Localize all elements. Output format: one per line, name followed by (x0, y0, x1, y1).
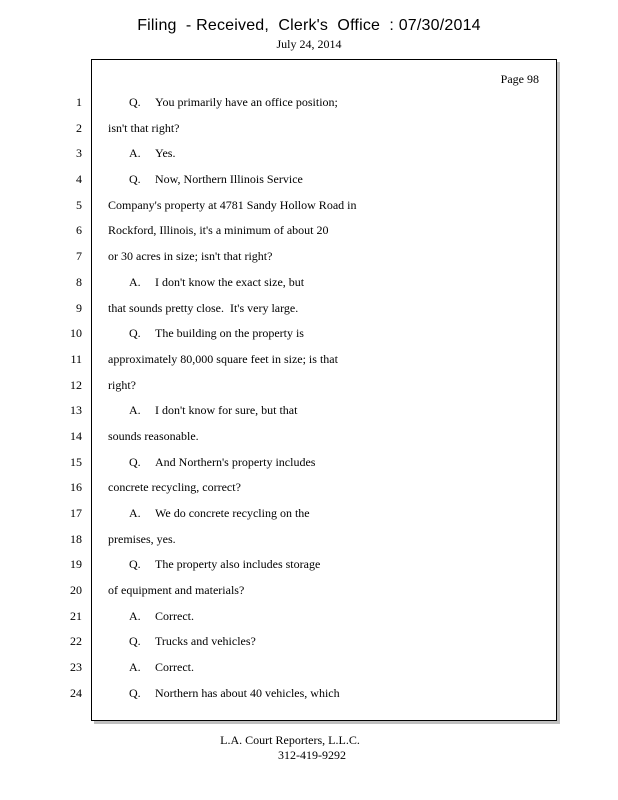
line-text: right? (108, 377, 136, 392)
line-number: 5 (76, 197, 82, 212)
transcript-line (108, 478, 548, 504)
line-number: 16 (70, 480, 82, 495)
transcript-line (108, 581, 548, 607)
line-text: concrete recycling, correct? (108, 480, 241, 495)
line-text: isn't that right? (108, 120, 180, 135)
line-number: 1 (76, 95, 82, 109)
line-text: I don't know the exact size, but (155, 274, 305, 289)
line-number: 6 (76, 223, 82, 238)
line-number: 8 (76, 274, 82, 289)
speaker-label: A. (129, 146, 141, 161)
transcript-line (108, 530, 548, 556)
transcript-body (108, 93, 548, 710)
transcript-line (108, 170, 548, 196)
transcript-line (108, 658, 548, 684)
transcript-line (108, 607, 548, 633)
transcript-line (108, 427, 548, 453)
line-text: premises, yes. (108, 531, 176, 546)
transcript-line (108, 299, 548, 325)
speaker-label: A. (129, 660, 141, 675)
transcript-line (108, 401, 548, 427)
transcript-line (108, 453, 548, 479)
line-text: of equipment and materials? (108, 583, 245, 598)
line-number: 15 (70, 454, 82, 469)
speaker-label: Q. (129, 557, 141, 572)
line-text: sounds reasonable. (108, 428, 199, 443)
speaker-label: Q. (129, 95, 141, 109)
line-text: that sounds pretty close. It's very large. (108, 300, 299, 315)
line-text: Company's property at 4781 Sandy Hollow Road in (108, 197, 357, 212)
transcript-line (108, 196, 548, 222)
line-number: 7 (76, 249, 82, 264)
speaker-label: Q. (129, 326, 141, 341)
line-text: And Northern's property includes (155, 454, 316, 469)
line-number: 13 (70, 403, 82, 418)
transcript-line (108, 350, 548, 376)
line-number: 11 (70, 351, 82, 366)
line-number: 23 (70, 660, 82, 675)
transcript-line (108, 144, 548, 170)
line-text: Correct. (155, 660, 194, 675)
line-number: 18 (70, 531, 82, 546)
line-text: or 30 acres in size; isn't that right? (108, 249, 273, 264)
transcript-line (108, 632, 548, 658)
line-number: 2 (76, 120, 82, 135)
speaker-label: Q. (129, 454, 141, 469)
line-text: You primarily have an office position; (155, 95, 338, 109)
court-reporter-phone: 312-419-9292 (278, 748, 346, 762)
line-text: The building on the property is (155, 326, 304, 341)
line-text: Correct. (155, 608, 194, 623)
line-text: Trucks and vehicles? (155, 634, 256, 649)
line-number: 17 (70, 506, 82, 520)
speaker-label: A. (129, 608, 141, 623)
line-text: Rockford, Illinois, it's a minimum of about 20 (108, 223, 329, 238)
line-text: approximately 80,000 square feet in size; is that (108, 351, 338, 366)
line-number: 24 (70, 685, 82, 700)
line-number: 4 (76, 172, 82, 187)
deposition-date: July 24, 2014 (276, 37, 342, 51)
transcript-line (108, 221, 548, 247)
speaker-label: Q. (129, 634, 141, 649)
line-number: 22 (70, 634, 82, 649)
speaker-label: Q. (129, 685, 141, 700)
transcript-line (108, 273, 548, 299)
line-number-column (50, 93, 82, 710)
line-number: 14 (70, 428, 82, 443)
line-text: The property also includes storage (155, 557, 321, 572)
page-number: Page 98 (500, 72, 539, 86)
transcript-line (108, 324, 548, 350)
line-text: I don't know for sure, but that (155, 403, 298, 418)
court-reporter-name: L.A. Court Reporters, L.L.C. (220, 733, 360, 747)
line-text: Northern has about 40 vehicles, which (155, 685, 340, 700)
transcript-line (108, 376, 548, 402)
line-number: 19 (70, 557, 82, 572)
transcript-line (108, 555, 548, 581)
line-text: Now, Northern Illinois Service (155, 172, 303, 187)
transcript-line (108, 504, 548, 530)
line-number: 10 (70, 326, 82, 341)
speaker-label: Q. (129, 172, 141, 187)
line-text: Yes. (155, 146, 176, 161)
line-number: 12 (70, 377, 82, 392)
transcript-line (108, 247, 548, 273)
speaker-label: A. (129, 274, 141, 289)
speaker-label: A. (129, 403, 141, 418)
filing-stamp: Filing - Received, Clerk's Office : 07/30/2014 (137, 17, 481, 34)
line-number: 20 (70, 583, 82, 598)
line-text: We do concrete recycling on the (155, 506, 310, 520)
transcript-line (108, 93, 548, 119)
line-number: 9 (76, 300, 82, 315)
transcript-line (108, 684, 548, 710)
speaker-label: A. (129, 506, 141, 520)
line-number: 3 (76, 146, 82, 161)
line-number: 21 (70, 608, 82, 623)
transcript-line (108, 119, 548, 145)
